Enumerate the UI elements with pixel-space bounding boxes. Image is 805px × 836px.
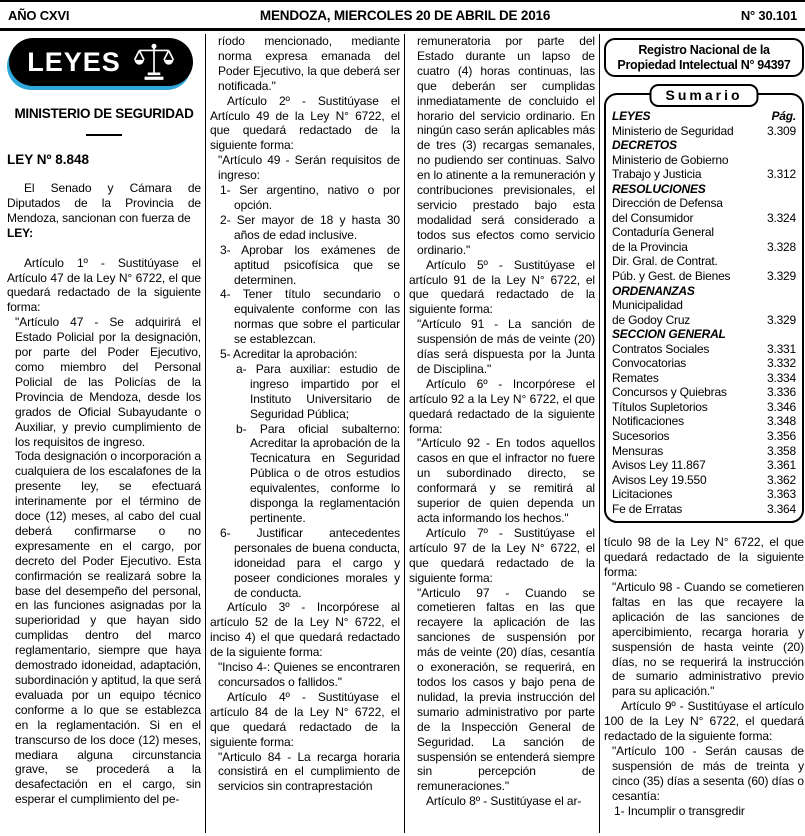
- entry-label: Sucesorios: [612, 429, 670, 444]
- page-number: 3.324: [766, 210, 796, 225]
- ley-label: LEY:: [7, 225, 34, 240]
- law-number: LEY Nº 8.848: [7, 152, 89, 167]
- sumario-row: [612, 254, 796, 269]
- entry-label: Contaduría General: [612, 225, 714, 240]
- sumario-row: [612, 414, 796, 429]
- entry-label: Avisos Ley 19.550: [612, 472, 707, 487]
- entry-label: Trabajo y Justicia: [612, 167, 702, 182]
- page-number: 3.356: [766, 429, 796, 444]
- page-number: 3.363: [766, 487, 796, 502]
- body-paragraph: "Artículo 49 - Serán requisitos de ingreso:: [218, 153, 400, 183]
- dash-divider: [86, 134, 122, 136]
- sumario-row: [612, 487, 796, 502]
- sumario-heading-row: [612, 327, 796, 342]
- entry-label: Ministerio de Gobierno: [612, 152, 729, 167]
- sumario-row: [612, 196, 796, 211]
- entry-label: Municipalidad: [612, 298, 683, 313]
- entry-label: de Godoy Cruz: [612, 312, 691, 327]
- column-1: [7, 34, 201, 833]
- sumario-row: [612, 269, 796, 284]
- body-paragraph: Artículo 8º - Sustitúyase el ar-: [426, 794, 582, 809]
- page-number: 3.361: [766, 458, 796, 473]
- list-item: 2- Ser mayor de 18 y hasta 30 años de edad inclusive.: [220, 212, 400, 242]
- body-paragraph: "Artículo 47 - Se adquirirá el Estado Policial por la designación, por parte del Poder Ejecutivo, como miembro del Personal Policial de las Policías de la Provincia de Mendoza, desde los grados de Oficial Subayudante o Auxiliar, y previo cumplimiento de los requisitos de ingreso.: [15, 315, 201, 449]
- page-number: 3.336: [766, 385, 796, 400]
- entry-label: Títulos Supletorios: [612, 399, 708, 414]
- page-number: 3.332: [766, 356, 796, 371]
- sumario-heading-row: [612, 138, 796, 153]
- sumario-row: [612, 298, 796, 313]
- columns-area: [0, 31, 805, 833]
- body-paragraph: Artículo 6º - Incorpórese el artículo 92 a la Ley N° 6722, el que quedará redactado de la siguiente forma:: [409, 376, 595, 436]
- page-number: 3.364: [766, 501, 796, 516]
- sumario-row: [612, 400, 796, 415]
- page-header: [0, 0, 805, 31]
- body-paragraph: Artículo 3º - Incorpórese al artículo 52 de la Ley N° 6722, el inciso 4) el que quedará redactado de la siguiente forma:: [210, 600, 400, 660]
- list-item: 6- Justificar antecedentes personales de buena conducta, idoneidad para el cargo y poseer condiciones morales y de conducta.: [220, 525, 400, 600]
- body-paragraph: remuneratoria por parte del Estado durante un lapso de cuatro (4) horas continuas, las que deberán ser cumplidas inmediatamente de concluido el horario del servicio ordinario. En ningún caso serán aplicables más de tres (3) recargas semanales, no pudiendo ser continuas. Salvo en lo atinente a la remuneración y contribuciones previsionales, el servicio prestado bajo esta modalidad será considerado a todos sus efectos como servicio ordinario.": [417, 34, 595, 257]
- body-paragraph: ríodo mencionado, mediante norma expresa emanada del Poder Ejecutivo, la que deberá ser notificada.": [218, 34, 400, 93]
- sumario-heading: DECRETOS: [612, 138, 677, 153]
- sumario-row: [612, 313, 796, 328]
- sumario-heading-row: [612, 182, 796, 197]
- year-label: AÑO CXVI: [8, 7, 70, 23]
- entry-label: Dir. Gral. de Contrat.: [612, 254, 718, 269]
- entry-label: Mensuras: [612, 443, 664, 458]
- entry-label: Convocatorias: [612, 356, 687, 371]
- sumario-row: [612, 211, 796, 226]
- entry-label: del Consumidor: [612, 210, 694, 225]
- page-number: 3.328: [766, 239, 796, 254]
- body-paragraph: Artículo 7º - Sustitúyase el artículo 97 de la Ley N° 6722, el que quedará redactado de la siguiente forma:: [409, 525, 595, 585]
- list-item: 5- Acreditar la aprobación:: [220, 347, 358, 362]
- sumario-row: [612, 444, 796, 459]
- column-divider: [599, 34, 600, 833]
- entry-label: Avisos Ley 11.867: [612, 458, 706, 473]
- body-paragraph: Artículo 1º - Sustitúyase el Artículo 47 de la Ley N° 6722, el que quedará redactado de la siguiente forma:: [7, 255, 201, 315]
- body-paragraph: Artículo 5º - Sustitúyase el artículo 91 de la Ley N° 6722, el que quedará redactado de la siguiente forma:: [409, 257, 595, 317]
- sumario: [604, 87, 804, 523]
- body-paragraph: tículo 98 de la Ley N° 6722, el que quedará redactado de la siguiente forma:: [604, 535, 804, 580]
- entry-label: Púb. y Gest. de Bienes: [612, 269, 731, 284]
- sumario-row: [612, 429, 796, 444]
- column-2: [210, 34, 400, 833]
- body-paragraph: "Artículo 100 - Serán causas de suspensión de más de treinta y cinco (35) días a sesenta (60) días o cesantía:: [612, 744, 804, 803]
- sumario-row: [612, 458, 796, 473]
- page-number: 3.309: [766, 123, 796, 138]
- list-subitem: b- Para oficial subalterno: Acreditar la aprobación de la Tecnicatura en Seguridad Pública o de otros estudios equivalentes, conforme lo disponga la reglamentación pertinente.: [236, 421, 400, 525]
- page-number: 3.334: [766, 370, 796, 385]
- sumario-heading: RESOLUCIONES: [612, 181, 706, 196]
- issue-number: N° 30.101: [740, 7, 797, 23]
- scales-of-justice-icon: [133, 42, 175, 82]
- entry-label: Fe de Erratas: [612, 501, 683, 516]
- page-number: 3.331: [766, 341, 796, 356]
- column-4: [604, 34, 804, 833]
- body-paragraph: El Senado y Cámara de Diputados de la Provincia de Mendoza, sancionan con fuerza de: [7, 181, 201, 225]
- sumario-row: [612, 153, 796, 168]
- list-item: 4- Tener título secundario o equivalente conforme con las normas que sobre el particular se establezcan.: [220, 287, 400, 347]
- page-number: 3.312: [766, 167, 796, 182]
- page-column-label: Pág.: [771, 109, 796, 123]
- sumario-row: [612, 240, 796, 255]
- leyes-logo-label: LEYES: [27, 46, 121, 77]
- page-number: 3.358: [766, 443, 796, 458]
- body-paragraph: "Artículo 92 - En todos aquellos casos en que el infractor no fuere un subordinado directo, se conformará y se remitirá al superior de quien dependa un acta informando los hechos.": [417, 436, 595, 525]
- sumario-heading: LEYES: [612, 109, 651, 123]
- sumario-row: [612, 167, 796, 182]
- entry-label: Dirección de Defensa: [612, 196, 723, 211]
- sumario-heading: SECCION GENERAL: [612, 327, 726, 342]
- body-paragraph: Artículo 9º - Sustitúyase el artículo 100 de la Ley N° 6722, el quedará redactado de la siguiente forma:: [604, 699, 804, 744]
- entry-label: Notificaciones: [612, 414, 684, 429]
- ministry-heading: MINISTERIO DE SEGURIDAD: [14, 106, 194, 121]
- body-paragraph: "Inciso 4-: Quienes se encontraren concursados o fallidos.": [218, 660, 400, 689]
- sumario-row: [612, 385, 796, 400]
- body-paragraph: Toda designación o incorporación a cualquiera de los escalafones de la presente ley, se efectuará interinamente por el término de doce (12) meses, al cabo del cual deberá confirmarse o no expresamente en el cargo, por decreto del Poder Ejecutivo. Esta confirmación se realizará sobre la base del desempeño del personal, en las funciones asignadas por la superioridad y que hayan sido cumplidas dentro del marco reglamentario, siempre que haya demostrado idoneidad, adaptación, subordinación y aptitud, la que será evaluada por un equipo técnico conforme a lo que se establezca en la reglamentación. Si en el transcurso de los doce (12) meses, mediara alguna circunstancia grave, se procederá a la desafectación en el cargo, sin esperar el cumplimiento del pe-: [15, 449, 201, 807]
- page-number: 3.346: [766, 399, 796, 414]
- list-subitem: a- Para auxiliar: estudio de ingreso impartido por el Instituto Universitario de Seguridad Pública;: [236, 361, 400, 421]
- entry-label: Concursos y Quiebras: [612, 385, 727, 400]
- list-item: 1- Ser argentino, nativo o por opción.: [220, 183, 400, 212]
- page-number: 3.362: [766, 472, 796, 487]
- body-paragraph: "Articulo 98 - Cuando se cometieren faltas en las que recayere la aplicación de las sanciones de apercibimiento, recarga horaria y suspensión de hasta veinte (20) días, no se requerirá la instrucción de sumario administrativo previo para su aplicación.": [612, 580, 804, 699]
- sumario-row: [612, 502, 796, 517]
- body-paragraph: Artículo 2º - Sustitúyase el Artículo 49 de la Ley N° 6722, el que quedará redactado de la siguiente forma:: [210, 93, 400, 153]
- sumario-row: [612, 342, 796, 357]
- column-3: [409, 34, 595, 833]
- page-number: 3.348: [766, 414, 796, 429]
- page-number: 3.329: [766, 312, 796, 327]
- body-paragraph: "Articulo 97 - Cuando se cometieren faltas en las que recayere la aplicación de las sanciones de suspensión por más de veinte (20) días, cesantía o exoneración, se requerirá, en todos los casos y bajo pena de nulidad, la previa instrucción del sumario administrativo por parte de la Inspección General de Seguridad. La sanción de suspensión se entenderá siempre sin percepción de remuneraciones.": [417, 585, 595, 794]
- entry-label: Ministerio de Seguridad: [612, 123, 734, 138]
- column-divider: [404, 34, 405, 833]
- sumario-heading-row: [612, 109, 796, 124]
- registro-line2: Propiedad Intelectual N° 94397: [617, 57, 791, 72]
- registro-box: [604, 38, 804, 77]
- sumario-heading: ORDENANZAS: [612, 283, 695, 298]
- column-divider: [205, 34, 206, 833]
- list-item: 1- Incumplir o transgredir: [614, 803, 745, 818]
- sumario-row: [612, 124, 796, 139]
- entry-label: de la Provincia: [612, 239, 688, 254]
- page-number: 3.329: [766, 269, 796, 284]
- sumario-title: Sumario: [649, 84, 758, 107]
- entry-label: Licitaciones: [612, 487, 673, 502]
- leyes-section-logo: [9, 38, 193, 86]
- sumario-row: [612, 225, 796, 240]
- registro-line1: Registro Nacional de la: [638, 43, 770, 57]
- sumario-row: [612, 371, 796, 386]
- body-paragraph: Artículo 4º - Sustitúyase el artículo 84 de la Ley N° 6722, el que quedará redactado de la siguiente forma:: [210, 689, 400, 749]
- sumario-row: [612, 356, 796, 371]
- sumario-row: [612, 473, 796, 488]
- body-paragraph: "Articulo 84 - La recarga horaria consistirá en el cumplimiento de servicios sin contraprestación: [218, 749, 400, 794]
- body-paragraph: "Artículo 91 - La sanción de suspensión de más de veinte (20) días será dispuesta por la Junta de Disciplina.": [417, 317, 595, 376]
- list-item: 3- Aprobar los exámenes de aptitud psicofísica que se determinen.: [220, 242, 400, 287]
- date-label: MENDOZA, MIERCOLES 20 DE ABRIL DE 2016: [259, 7, 551, 23]
- entry-label: Contratos Sociales: [612, 341, 710, 356]
- sumario-heading-row: [612, 284, 796, 299]
- entry-label: Remates: [612, 370, 659, 385]
